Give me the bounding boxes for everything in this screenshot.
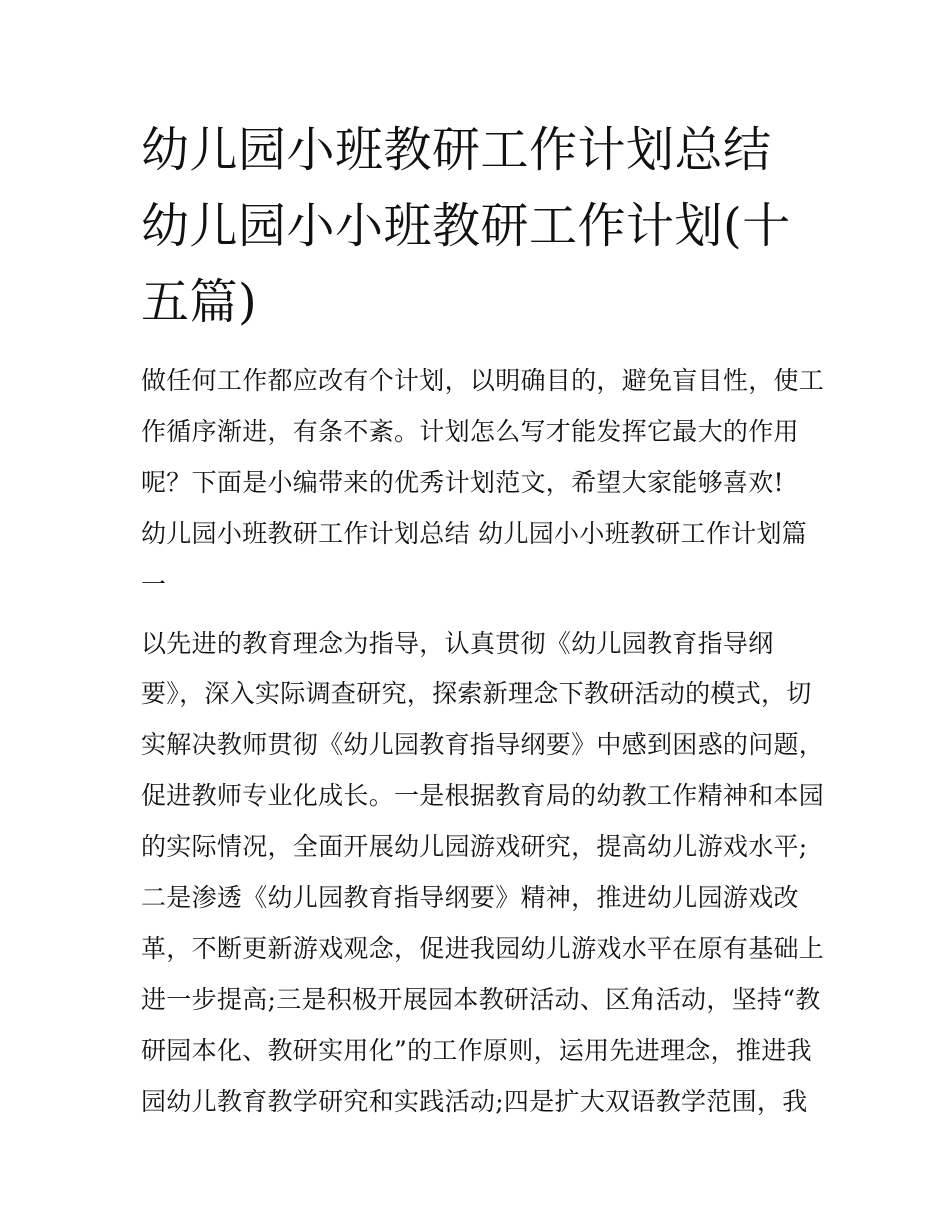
title-line: 幼儿园小小班教研工作计划(十 xyxy=(141,198,791,254)
text-line: 革，不断更新游戏观念，促进我园幼儿游戏水平在原有基础上 xyxy=(141,933,825,963)
title-line: 幼儿园小班教研工作计划总结 xyxy=(141,122,772,178)
text-line: 以先进的教育理念为指导，认真贯彻《幼儿园教育指导纲 xyxy=(141,628,774,658)
text-line: 研园本化、教研实用化”的工作原则，运用先进理念，推进我 xyxy=(141,1035,812,1065)
paragraph-spacer xyxy=(141,611,821,619)
document-body xyxy=(141,356,825,1128)
heading-line: 一 xyxy=(141,569,167,599)
title-line: 五篇) xyxy=(141,274,258,330)
document-title xyxy=(141,112,821,340)
intro-paragraph xyxy=(141,356,825,509)
section-heading xyxy=(141,509,821,611)
text-line: 二是渗透《幼儿园教育指导纲要》精神，推进幼儿园游戏改 xyxy=(141,883,799,913)
heading-line: 幼儿园小班教研工作计划总结 幼儿园小小班教研工作计划篇 xyxy=(141,518,808,548)
text-line: 作循序渐进，有条不紊。计划怎么写才能发挥它最大的作用 xyxy=(141,416,799,446)
text-line: 做任何工作都应改有个计划，以明确目的，避免盲目性，使工 xyxy=(141,366,825,395)
text-line: 实解决教师贯彻《幼儿园教育指导纲要》中感到困惑的问题， xyxy=(141,730,825,760)
text-line: 园幼儿教育教学研究和实践活动;四是扩大双语教学范围，我 xyxy=(141,1086,808,1116)
text-line: 促进教师专业化成长。一是根据教育局的幼教工作精神和本园 xyxy=(141,781,825,811)
body-paragraph xyxy=(141,619,825,1128)
text-line: 的实际情况，全面开展幼儿园游戏研究，提高幼儿游戏水平; xyxy=(141,832,808,862)
text-line: 要》，深入实际调查研究，探索新理念下教研活动的模式，切 xyxy=(141,679,812,709)
text-line: 呢？下面是小编带来的优秀计划范文，希望大家能够喜欢! xyxy=(141,467,784,497)
text-line: 进一步提高;三是积极开展园本教研活动、区角活动，坚持“教 xyxy=(141,984,821,1014)
